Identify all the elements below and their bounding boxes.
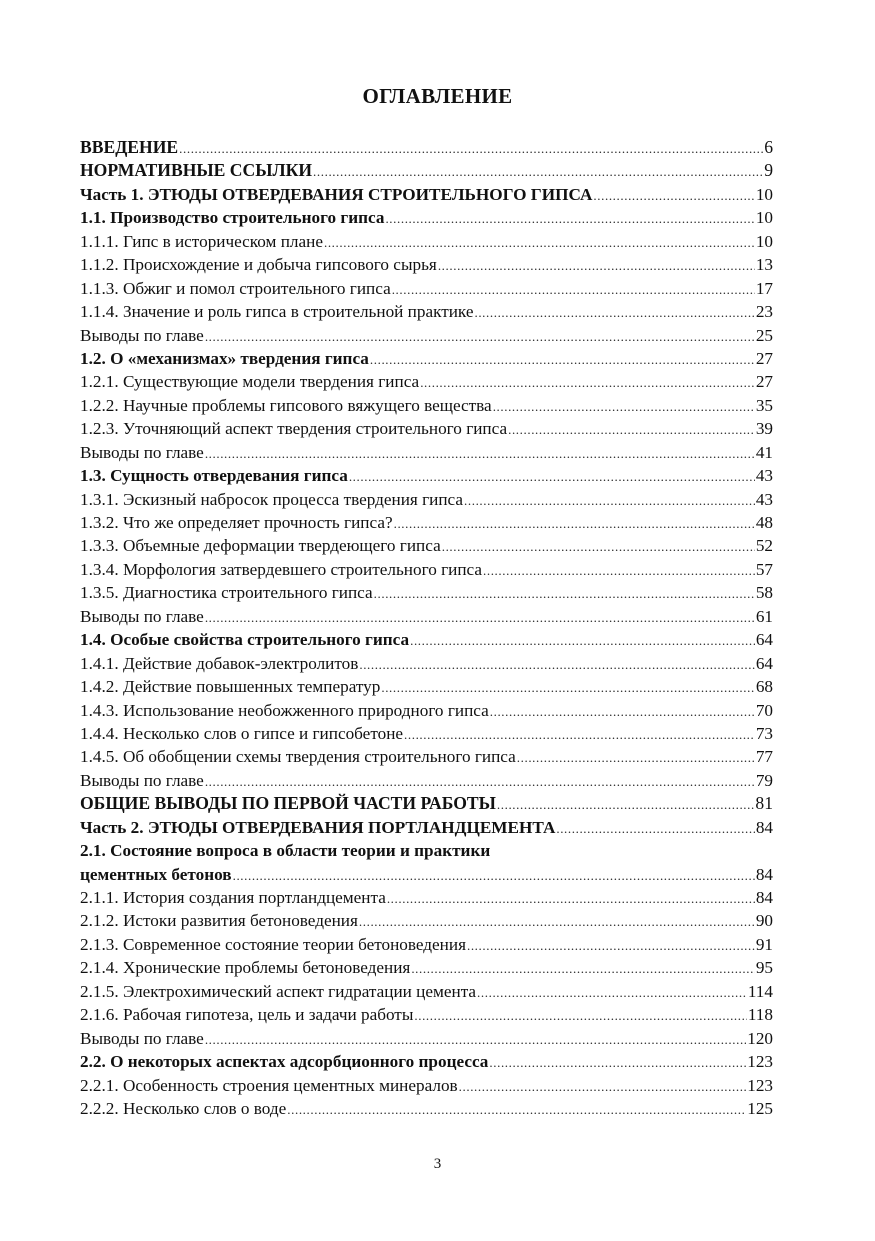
toc-entry-general-conclusions-part-1[interactable]: [80, 792, 773, 815]
toc-entry-page: 13: [755, 255, 773, 275]
toc-entry-page: 125: [747, 1098, 773, 1118]
toc-entry-label: Выводы по главе: [80, 770, 204, 790]
toc-entry-page: 81: [755, 793, 773, 814]
toc-entry-conclusions-1-1[interactable]: [80, 324, 773, 347]
toc-entry-page: 123: [747, 1075, 773, 1095]
toc-entry-page: 90: [755, 911, 773, 931]
toc-entry-1-4-5[interactable]: [80, 745, 773, 768]
toc-leader-dots: [438, 254, 755, 277]
toc-entry-2-1-3[interactable]: [80, 933, 773, 956]
toc-leader-dots: [474, 301, 754, 324]
toc-entry-2-1-4[interactable]: [80, 956, 773, 979]
toc-entry-2-2-1[interactable]: [80, 1074, 773, 1097]
toc-leader-dots: [556, 817, 754, 840]
toc-entry-label: 2.1.1. История создания портландцемента: [80, 888, 386, 907]
toc-leader-dots: [404, 723, 755, 746]
toc-entry-page: 118: [747, 1005, 773, 1025]
toc-entry-label: 1.1.4. Значение и роль гипса в строительной практике: [80, 302, 474, 322]
toc-leader-dots: [411, 957, 755, 980]
toc-entry-1-4[interactable]: [80, 628, 773, 651]
toc-entry-label: ОБЩИЕ ВЫВОДЫ ПО ПЕРВОЙ ЧАСТИ РАБОТЫ: [80, 793, 496, 814]
toc-entry-label: 1.1.3. Обжиг и помол строительного гипса: [80, 278, 391, 298]
toc-entry-label: 1.1. Производство строительного гипса: [80, 208, 385, 228]
toc-leader-dots: [205, 442, 755, 465]
toc-leader-dots: [324, 231, 755, 254]
toc-entry-1-4-1[interactable]: [80, 652, 773, 675]
toc-leader-dots: [205, 1028, 746, 1051]
toc-entry-1-1-1[interactable]: [80, 230, 773, 253]
toc-entry-page: 123: [747, 1052, 773, 1072]
toc-entry-page: 43: [755, 489, 773, 509]
toc-leader-dots: [410, 629, 755, 652]
toc-entry-2-1-2[interactable]: [80, 909, 773, 932]
toc-entry-page: 35: [755, 395, 773, 415]
toc-entry-2-2-2[interactable]: [80, 1097, 773, 1120]
toc-entry-1-2-1[interactable]: [80, 370, 773, 393]
toc-entry-1-3-4[interactable]: [80, 558, 773, 581]
toc-entry-label: 2.2.2. Несколько слов о воде: [80, 1098, 287, 1118]
toc-entry-1-3-1[interactable]: [80, 488, 773, 511]
toc-entry-conclusions-1-4[interactable]: [80, 769, 773, 792]
toc-entry-label: 1.3.2. Что же определяет прочность гипса?: [80, 513, 393, 532]
toc-entry-label: ВВЕДЕНИЕ: [80, 137, 179, 157]
toc-entry-2-1-1[interactable]: [80, 886, 773, 909]
toc-entry-conclusions-1-3[interactable]: [80, 605, 773, 628]
toc-leader-dots: [459, 1075, 747, 1098]
toc-entry-2-1-6[interactable]: [80, 1003, 773, 1026]
toc-entry-page: 10: [755, 231, 773, 251]
toc-entry-label: 1.4.5. Об обобщении схемы твердения строительного гипса: [80, 747, 516, 767]
toc-entry-label: Часть 2. ЭТЮДЫ ОТВЕРДЕВАНИЯ ПОРТЛАНДЦЕМЕНТА: [80, 817, 556, 837]
toc-leader-dots: [464, 489, 755, 512]
toc-entry-page: 52: [755, 536, 773, 556]
toc-entry-label: 1.4. Особые свойства строительного гипса: [80, 630, 410, 650]
toc-leader-dots: [179, 137, 763, 160]
toc-entry-label: Выводы по главе: [80, 442, 204, 462]
toc-entry-1-3-2[interactable]: [80, 511, 773, 534]
toc-entry-label: 1.2.2. Научные проблемы гипсового вяжущего вещества: [80, 395, 492, 415]
toc-entry-label: 1.4.1. Действие добавок-электролитов: [80, 653, 359, 673]
toc-entry-label: 2.2.1. Особенность строения цементных минералов: [80, 1075, 458, 1095]
page-number: 3: [433, 1156, 442, 1172]
toc-entry-label: 1.1.2. Происхождение и добыча гипсового сырья: [80, 255, 437, 275]
toc-entry-label: 2.1.2. Истоки развития бетоноведения: [80, 911, 358, 931]
page-title: ОГЛАВЛЕНИЕ: [362, 84, 513, 108]
toc-leader-dots: [442, 535, 755, 558]
table-of-contents: [80, 136, 773, 1120]
toc-entry-label: 2.1.4. Хронические проблемы бетоноведения: [80, 958, 411, 978]
toc-leader-dots: [394, 512, 755, 535]
toc-leader-dots: [370, 348, 755, 371]
toc-entry-label: 2.1. Состояние вопроса в области теории и практики: [80, 841, 491, 861]
toc-entry-label: Часть 1. ЭТЮДЫ ОТВЕРДЕВАНИЯ СТРОИТЕЛЬНОГО ГИПСА: [80, 184, 593, 204]
toc-entry-label: 1.3. Сущность отвердевания гипса: [80, 466, 348, 486]
toc-entry-1-3-5[interactable]: [80, 581, 773, 604]
toc-leader-dots: [385, 207, 754, 230]
toc-entry-page: 58: [755, 583, 773, 603]
toc-entry-page: 48: [755, 513, 773, 532]
toc-entry-1-1[interactable]: [80, 206, 773, 229]
toc-entry-label: 2.1.5. Электрохимический аспект гидратации цемента: [80, 981, 477, 1001]
toc-entry-1-3[interactable]: [80, 464, 773, 487]
toc-entry-page: 6: [764, 137, 773, 157]
toc-entry-label: 1.3.4. Морфология затвердевшего строительного гипса: [80, 559, 482, 579]
toc-entry-label: 1.2.3. Уточняющий аспект твердения строительного гипса: [80, 419, 508, 439]
toc-entry-conclusions-2-1[interactable]: [80, 1027, 773, 1050]
toc-entry-label: 2.2. О некоторых аспектах адсорбционного процесса: [80, 1052, 489, 1072]
toc-entry-1-4-2[interactable]: [80, 675, 773, 698]
toc-entry-2-2[interactable]: [80, 1050, 773, 1073]
toc-entry-page: 73: [755, 723, 773, 743]
toc-leader-dots: [359, 910, 755, 933]
toc-leader-dots: [497, 793, 755, 816]
toc-leader-dots: [374, 582, 755, 605]
toc-entry-1-4-3[interactable]: [80, 699, 773, 722]
toc-leader-dots: [233, 864, 755, 887]
toc-entry-label: Выводы по главе: [80, 1028, 204, 1048]
toc-entry-page: 84: [755, 888, 773, 907]
toc-entry-label: 1.1.1. Гипс в историческом плане: [80, 231, 323, 251]
toc-entry-page: 27: [755, 348, 773, 368]
toc-entry-page: 10: [755, 208, 773, 228]
toc-entry-1-1-4[interactable]: [80, 300, 773, 323]
toc-leader-dots: [381, 676, 754, 699]
toc-leader-dots: [205, 606, 755, 629]
toc-entry-introduction[interactable]: [80, 136, 773, 159]
toc-entry-1-2[interactable]: [80, 347, 773, 370]
toc-leader-dots: [467, 934, 755, 957]
toc-entry-2-1-5[interactable]: [80, 980, 773, 1003]
toc-entry-page: 39: [755, 419, 773, 439]
toc-entry-page: 25: [755, 325, 773, 345]
toc-entry-2-1-line-1[interactable]: [80, 839, 773, 862]
toc-entry-label: 1.2. О «механизмах» твердения гипса: [80, 348, 369, 368]
toc-leader-dots: [493, 395, 755, 418]
toc-leader-dots: [287, 1098, 746, 1121]
toc-entry-label: 1.3.3. Объемные деформации твердеющего гипса: [80, 536, 441, 556]
toc-entry-page: 77: [755, 747, 773, 767]
toc-entry-1-3-3[interactable]: [80, 534, 773, 557]
toc-entry-1-2-3[interactable]: [80, 417, 773, 440]
toc-entry-label: Выводы по главе: [80, 606, 204, 626]
toc-leader-dots: [205, 325, 755, 348]
toc-leader-dots: [489, 1051, 746, 1074]
toc-entry-page: 70: [755, 700, 773, 720]
toc-entry-page: 23: [755, 302, 773, 322]
toc-entry-label: 2.1.3. Современное состояние теории бетоноведения: [80, 934, 466, 954]
toc-entry-page: 27: [755, 372, 773, 392]
toc-entry-page: 114: [747, 981, 773, 1001]
toc-entry-page: 79: [755, 770, 773, 790]
toc-leader-dots: [349, 465, 755, 488]
toc-entry-page: 120: [747, 1028, 773, 1048]
toc-entry-page: 61: [755, 606, 773, 626]
toc-entry-1-1-2[interactable]: [80, 253, 773, 276]
toc-entry-label: НОРМАТИВНЫЕ ССЫЛКИ: [80, 160, 313, 181]
toc-entry-part-1[interactable]: [80, 183, 773, 206]
toc-entry-part-2[interactable]: [80, 816, 773, 839]
toc-entry-label: 1.3.5. Диагностика строительного гипса: [80, 583, 373, 603]
toc-entry-page: 95: [755, 958, 773, 978]
toc-leader-dots: [593, 184, 754, 207]
toc-entry-page: 43: [755, 466, 773, 486]
toc-entry-normative-references[interactable]: [80, 159, 773, 182]
toc-entry-page: 64: [755, 653, 773, 673]
toc-entry-page: 68: [755, 677, 773, 697]
toc-entry-page: 91: [755, 934, 773, 954]
toc-entry-page: 10: [755, 184, 773, 204]
toc-leader-dots: [414, 1004, 746, 1027]
toc-leader-dots: [508, 418, 755, 441]
toc-entry-1-2-2[interactable]: [80, 394, 773, 417]
toc-entry-page: 84: [755, 864, 773, 884]
toc-entry-label: 1.4.3. Использование необожженного природного гипса: [80, 700, 489, 720]
toc-leader-dots: [313, 160, 763, 183]
toc-leader-dots: [359, 653, 754, 676]
toc-entry-page: 17: [755, 278, 773, 298]
toc-entry-conclusions-1-2[interactable]: [80, 441, 773, 464]
toc-entry-label: цементных бетонов: [80, 864, 232, 884]
toc-leader-dots: [205, 770, 755, 793]
toc-entry-label: Выводы по главе: [80, 325, 204, 345]
toc-leader-dots: [517, 746, 755, 769]
toc-leader-dots: [477, 981, 747, 1004]
toc-entry-label: 2.1.6. Рабочая гипотеза, цель и задачи работы: [80, 1005, 414, 1025]
toc-entry-label: 1.3.1. Эскизный набросок процесса твердения гипса: [80, 489, 464, 509]
toc-leader-dots: [483, 559, 755, 582]
toc-entry-2-1-line-2[interactable]: [80, 863, 773, 886]
toc-entry-page: 57: [755, 559, 773, 579]
toc-entry-label: 1.4.2. Действие повышенных температур: [80, 677, 381, 697]
toc-entry-label: 1.4.4. Несколько слов о гипсе и гипсобетоне: [80, 723, 404, 743]
toc-leader-dots: [490, 700, 755, 723]
toc-entry-1-1-3[interactable]: [80, 277, 773, 300]
toc-leader-dots: [387, 887, 755, 910]
toc-entry-label: 1.2.1. Существующие модели твердения гипса: [80, 372, 420, 392]
toc-entry-page: 84: [755, 817, 773, 837]
toc-entry-page: 41: [755, 442, 773, 462]
toc-entry-page: 64: [755, 630, 773, 650]
toc-leader-dots: [420, 371, 755, 394]
toc-leader-dots: [392, 278, 755, 301]
toc-entry-1-4-4[interactable]: [80, 722, 773, 745]
toc-entry-page: 9: [764, 160, 773, 181]
